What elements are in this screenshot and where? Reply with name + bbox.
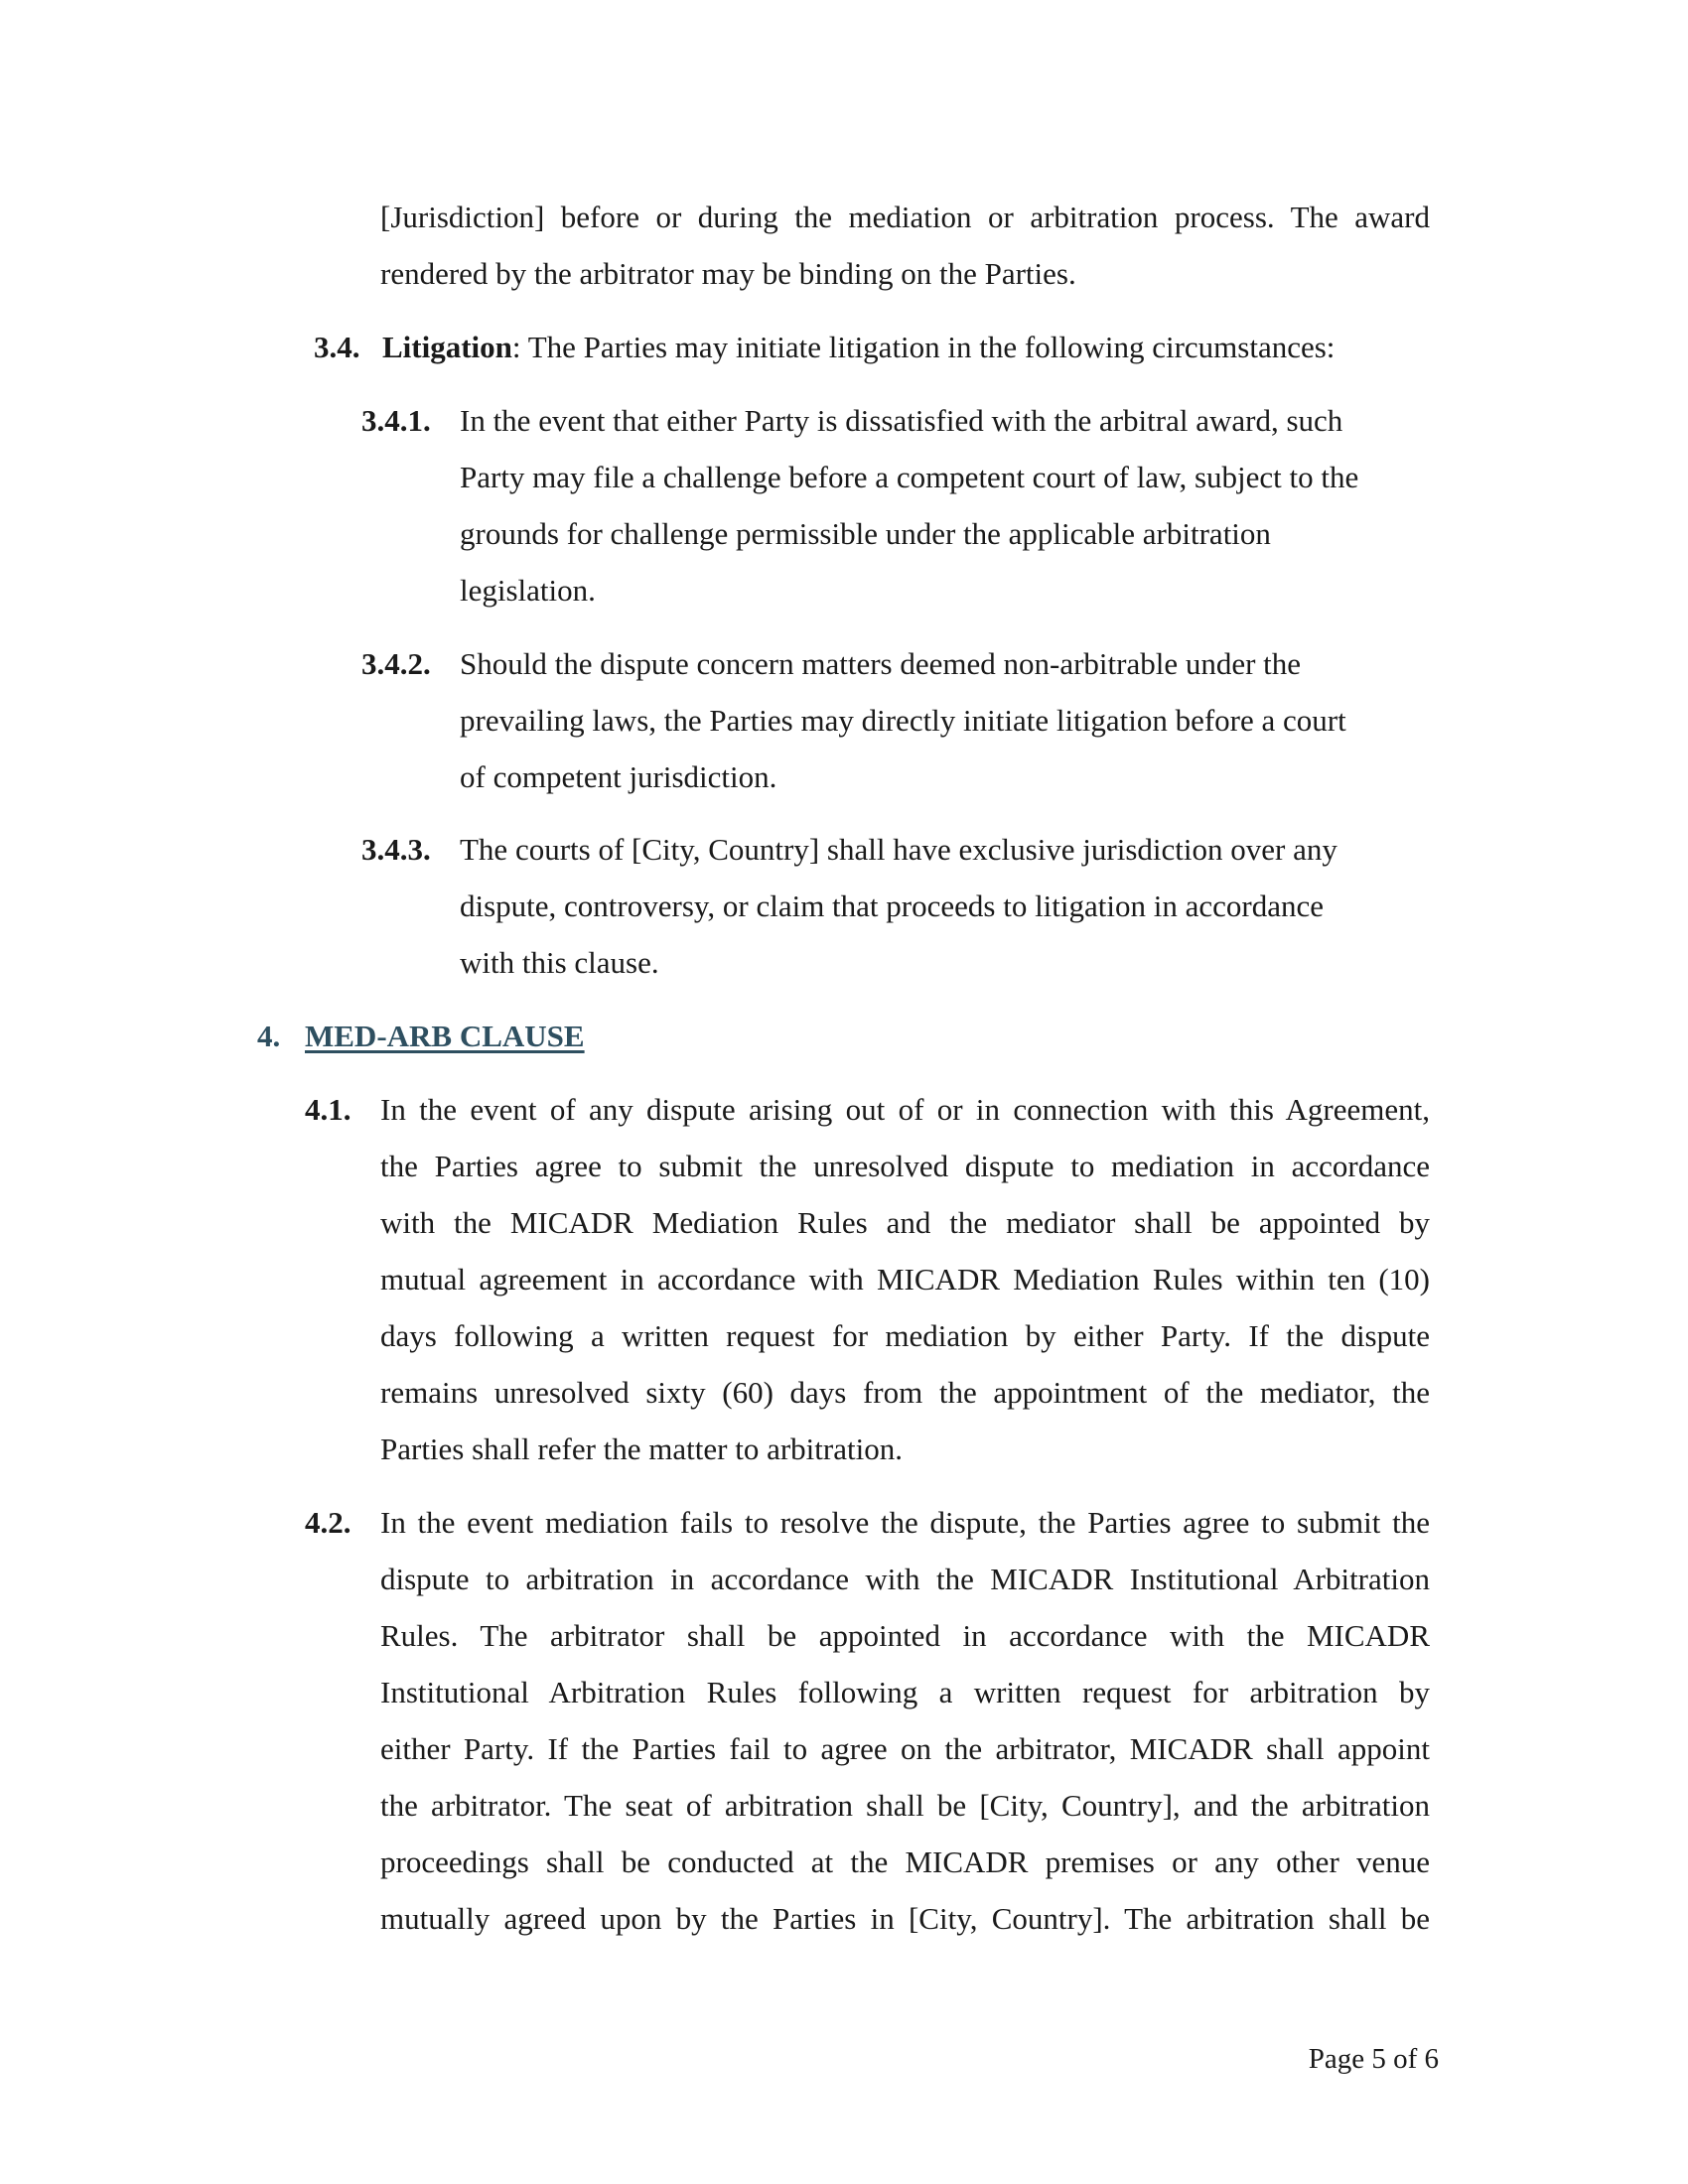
section-4-2-line: In the event mediation fails to resolve the dispute, the Parties agree to submit the — [380, 1505, 1430, 1540]
section-4-2-line: Institutional Arbitration Rules following a written request for arbitration by — [380, 1675, 1430, 1709]
section-4-1-line: Parties shall refer the matter to arbitration. — [380, 1432, 903, 1466]
section-3-4-2-line: of competent jurisdiction. — [460, 759, 777, 794]
section-3-4-body: : The Parties may initiate litigation in the following circumstances: — [511, 330, 1336, 364]
section-4-1-number: 4.1. — [305, 1092, 352, 1127]
section-4-1-line: remains unresolved sixty (60) days from the appointment of the mediator, the — [380, 1375, 1430, 1410]
section-3-4-3-number: 3.4.3. — [361, 832, 431, 867]
section-3-4-1-line: grounds for challenge permissible under the applicable arbitration — [460, 516, 1271, 551]
section-3-4-3-line: dispute, controversy, or claim that proceeds to litigation in accordance — [460, 888, 1324, 923]
section-4-2-line: proceedings shall be conducted at the MICADR premises or any other venue — [380, 1844, 1430, 1879]
section-4-1-line: days following a written request for mediation by either Party. If the dispute — [380, 1318, 1430, 1353]
section-3-4-3-line: with this clause. — [460, 945, 659, 980]
section-4-2-line: either Party. If the Parties fail to agree on the arbitrator, MICADR shall appoint — [380, 1731, 1430, 1766]
section-3-4-number: 3.4. — [314, 330, 360, 364]
section-4-1-line: the Parties agree to submit the unresolved dispute to mediation in accordance — [380, 1149, 1430, 1183]
section-3-4-1-number: 3.4.1. — [361, 403, 431, 438]
section-3-4-1-line: legislation. — [460, 573, 596, 608]
section-4-2-line: Rules. The arbitrator shall be appointed in accordance with the MICADR — [380, 1618, 1430, 1653]
intro-line: [Jurisdiction] before or during the mediation or arbitration process. The award — [380, 200, 1430, 234]
section-3-4-3-line: The courts of [City, Country] shall have exclusive jurisdiction over any — [460, 832, 1337, 867]
page-number: Page 5 of 6 — [1308, 2043, 1439, 2075]
section-4-1-line: In the event of any dispute arising out of or in connection with this Agreement, — [380, 1092, 1430, 1127]
section-4-1-line: with the MICADR Mediation Rules and the mediator shall be appointed by — [380, 1205, 1430, 1240]
section-3-4-2-line: Should the dispute concern matters deemed non-arbitrable under the — [460, 646, 1302, 681]
section-3-4-text — [382, 319, 1335, 375]
section-4-heading: MED-ARB CLAUSE — [305, 1019, 585, 1053]
section-4-2-number: 4.2. — [305, 1505, 352, 1540]
section-4-2-line: the arbitrator. The seat of arbitration shall be [City, Country], and the arbitration — [380, 1788, 1430, 1823]
section-4-number: 4. — [257, 1019, 281, 1053]
section-4-1-line: mutual agreement in accordance with MICADR Mediation Rules within ten (10) — [380, 1262, 1430, 1297]
section-4-2-line: dispute to arbitration in accordance with the MICADR Institutional Arbitration — [380, 1562, 1430, 1596]
section-3-4-2-line: prevailing laws, the Parties may directly initiate litigation before a court — [460, 703, 1346, 738]
section-3-4-1-line: Party may file a challenge before a competent court of law, subject to the — [460, 460, 1359, 494]
section-3-4-2-number: 3.4.2. — [361, 646, 431, 681]
section-3-4-1-line: In the event that either Party is dissatisfied with the arbitral award, such — [460, 403, 1343, 438]
intro-line: rendered by the arbitrator may be binding on the Parties. — [380, 256, 1076, 291]
section-3-4-title: Litigation — [382, 330, 512, 364]
section-4-2-line: mutually agreed upon by the Parties in [City, Country]. The arbitration shall be — [380, 1901, 1430, 1936]
